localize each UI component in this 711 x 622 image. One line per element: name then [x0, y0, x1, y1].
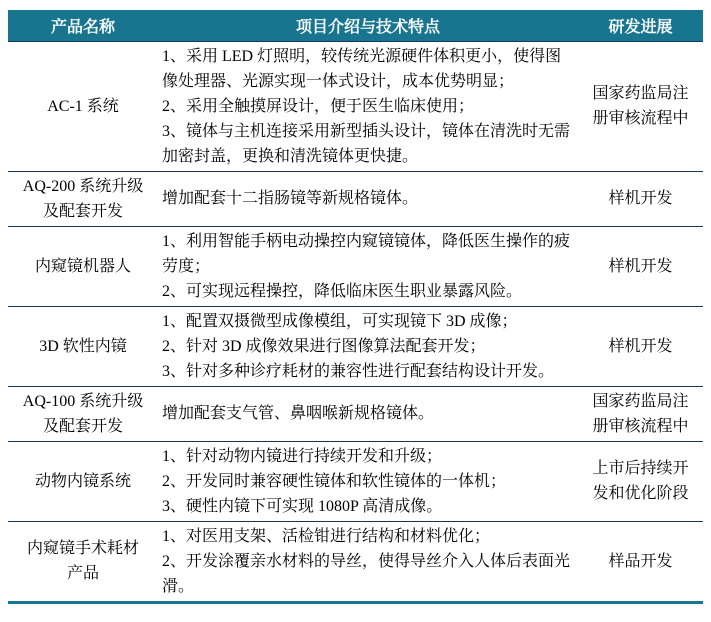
feature-item: 2、开发涂覆亲水材料的导丝，使得导丝介入人体后表面光滑。 — [162, 552, 571, 595]
header-rd-progress: 研发进展 — [578, 10, 703, 41]
product-rd-table — [8, 10, 703, 604]
feature-item: 1、针对动物内镜进行持续开发和升级； — [162, 447, 443, 465]
progress-cell: 样机开发 — [578, 171, 703, 226]
progress-cell: 上市后持续开发和优化阶段 — [578, 441, 703, 521]
table-row — [8, 41, 703, 171]
feature-item: 1、利用智能手柄电动操控内窥镜镜体，降低医生操作的疲劳度； — [162, 232, 571, 275]
feature-item: 1、采用 LED 灯照明，较传统光源硬件体积更小，使得图像处理器、光源实现一体式设计，成本优势明显； — [162, 47, 562, 90]
product-name-cell: 动物内镜系统 — [8, 441, 158, 521]
progress-cell: 样机开发 — [578, 306, 703, 386]
feature-item: 3、镜体与主机连接采用新型插头设计，镜体在清洗时无需加密封盖，更换和清洗镜体更快捷。 — [162, 122, 571, 165]
product-name-cell: 3D 软性内镜 — [8, 306, 158, 386]
features-cell — [158, 306, 578, 386]
table-header-row — [8, 10, 703, 41]
table-row — [8, 521, 703, 602]
table-body — [8, 41, 703, 602]
progress-cell: 样品开发 — [578, 521, 703, 602]
table-row — [8, 386, 703, 441]
feature-item: 增加配套十二指肠镜等新规格镜体。 — [162, 190, 419, 207]
product-name-cell: AQ-200 系统升级及配套开发 — [8, 171, 158, 226]
features-cell — [158, 441, 578, 521]
feature-item: 2、可实现远程操控，降低临床医生职业暴露风险。 — [162, 282, 523, 300]
table-row — [8, 226, 703, 306]
features-cell — [158, 41, 578, 171]
header-project-features: 项目介绍与技术特点 — [158, 10, 578, 41]
feature-item: 增加配套支气管、鼻咽喉新规格镜体。 — [162, 405, 435, 422]
product-name-cell: 内窥镜机器人 — [8, 226, 158, 306]
feature-item: 2、开发同时兼容硬性镜体和软性镜体的一体机； — [162, 472, 507, 490]
feature-item: 3、针对多种诊疗耗材的兼容性进行配套结构设计开发。 — [162, 362, 555, 380]
feature-item: 2、采用全触摸屏设计，便于医生临床使用； — [162, 97, 475, 115]
product-name-cell: AC-1 系统 — [8, 41, 158, 171]
features-cell — [158, 386, 578, 441]
product-name-cell: AQ-100 系统升级及配套开发 — [8, 386, 158, 441]
features-cell — [158, 171, 578, 226]
header-product-name: 产品名称 — [8, 10, 158, 41]
features-cell — [158, 521, 578, 602]
progress-cell: 国家药监局注册审核流程中 — [578, 41, 703, 171]
table-row — [8, 441, 703, 521]
product-name-cell: 内窥镜手术耗材产品 — [8, 521, 158, 602]
progress-cell: 国家药监局注册审核流程中 — [578, 386, 703, 441]
progress-cell: 样机开发 — [578, 226, 703, 306]
table-row — [8, 306, 703, 386]
feature-item: 1、配置双摄微型成像模组，可实现镜下 3D 成像； — [162, 312, 518, 330]
features-cell — [158, 226, 578, 306]
table-row — [8, 171, 703, 226]
feature-item: 1、对医用支架、活检钳进行结构和材料优化； — [162, 527, 491, 545]
feature-item: 3、硬性内镜下可实现 1080P 高清成像。 — [162, 497, 443, 515]
feature-item: 2、针对 3D 成像效果进行图像算法配套开发； — [162, 337, 486, 355]
